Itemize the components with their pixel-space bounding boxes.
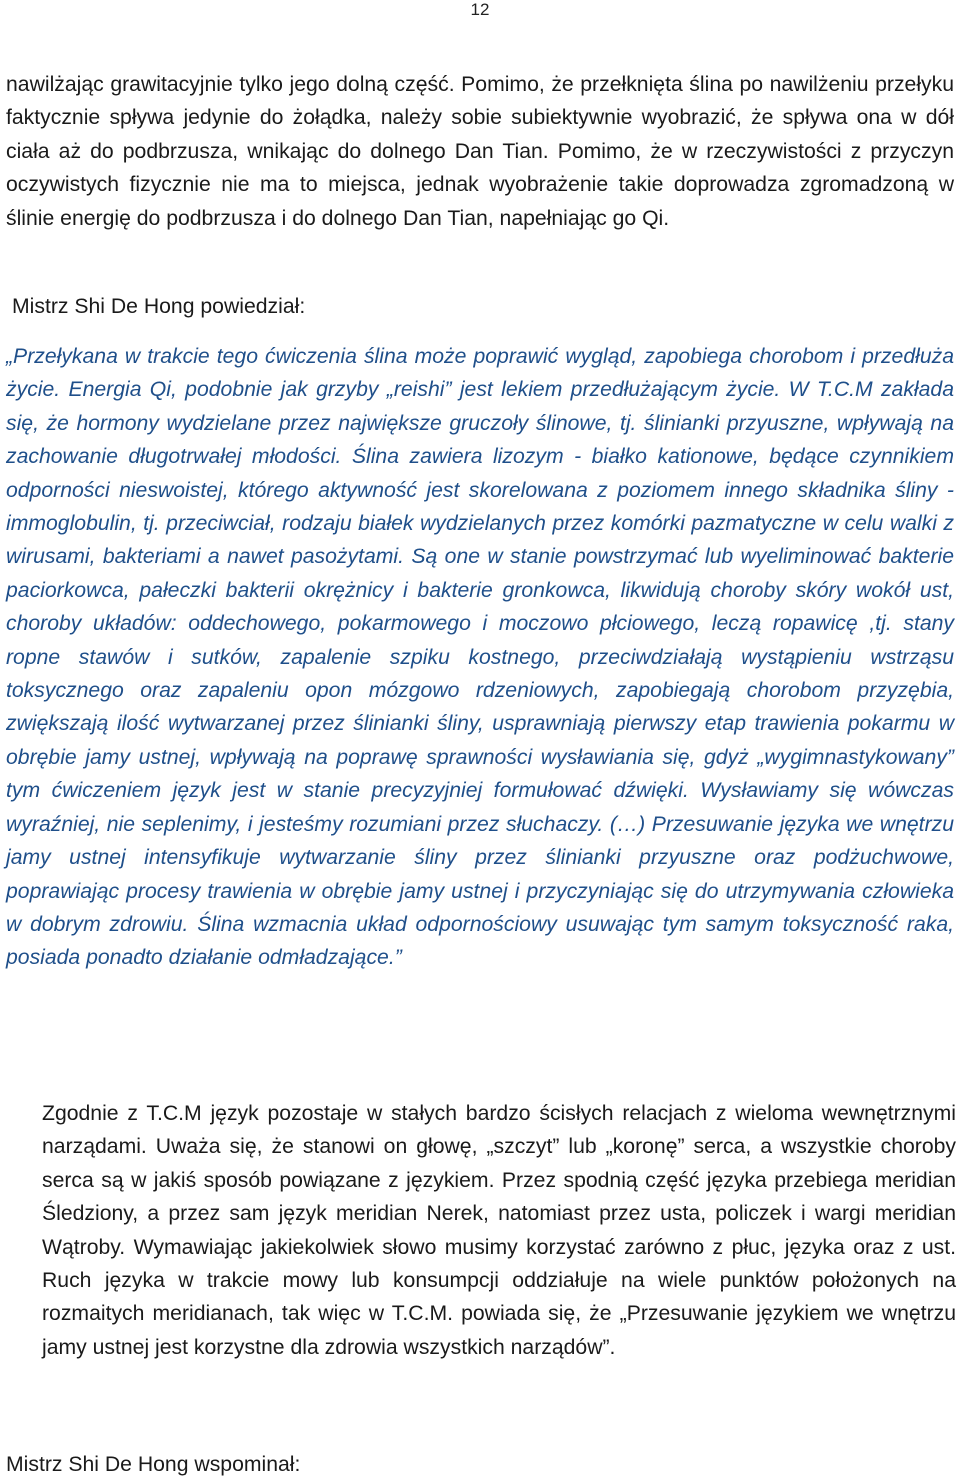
page-number: 12 — [470, 0, 490, 19]
speaker-intro-2: Mistrz Shi De Hong wspominał: — [6, 1453, 301, 1476]
speaker-intro: Mistrz Shi De Hong powiedział: — [12, 295, 306, 318]
quote-paragraph: „Przełykana w trakcie tego ćwiczenia ślina może poprawić wygląd, zapobiega chorobom i przedłuża życie. Energia Qi, podobnie jak grzyby „reishi” jest lekiem przedłużającym życie. W T.C.M zakłada się, że hormony wydzielane przez największe gruczoły ślinowe, tj. ślinianki przyuszne, wpływają na zachowanie długotrwałej młodości. Ślina zawiera lizozym - białko kationowe, będące czynnikiem odporności nieswoistej, którego aktywność jest skorelowana z poziomem innego składnika śliny - immoglobulin, tj. przeciwciał, rodzaju białek wydzielanych przez komórki pazmatyczne w celu walki z wirusami, bakteriami a nawet pasożytami. Są one w stanie powstrzymać lub wyeliminować bakterie paciorkowca, pałeczki bakterii okrężnicy i bakterie gronkowca, likwidują choroby skóry wokół ust, choroby układów: oddechowego, pokarmowego i moczowo płciowego, leczą ropawicę ,tj. stany ropne stawów i sutków, zapalenie szpiku kostnego, przeciwdziałają wystąpieniu wstrząsu toksycznego oraz zapaleniu opon mózgowo rdzeniowych, zapobiegają chorobom przyzębia, zwiększają ilość wytwarzanej przez ślinianki śliny, usprawniają pierwszy etap trawienia pokarmu w obrębie jamy ustnej, wpływają na poprawę sprawności wysławiania się, gdyż „wygimnastykowany” tym ćwiczeniem język jest w stanie precyzyjniej formułować dźwięki. Wysławiamy się wówczas wyraźniej, nie seplenimy, i jesteśmy rozumiani przez słuchaczy. (…) Przesuwanie języka we wnętrzu jamy ustnej intensyfikuje wytwarzanie śliny przez ślinianki przyuszne oraz podżuchwowe, poprawiając procesy trawienia w obrębie jamy ustnej i przyczyniając się do utrzymywania człowieka w dobrym zdrowiu. Ślina wzmacnia układ odpornościowy usuwając tym samym toksyczność raka, posiada ponadto działanie odmładzające.” — [6, 345, 954, 970]
body-paragraph-tcm: Zgodnie z T.C.M język pozostaje w stałych bardzo ścisłych relacjach z wieloma wewnętrznymi narządami. Uważa się, że stanowi on głowę, „szczyt” lub „koronę” serca, a wszystkie choroby serca są w jakiś sposób powiązane z językiem. Przez spodnią część języka przebiega meridian Śledziony, a przez sam język meridian Nerek, natomiast przez usta, policzek i wargi meridian Wątroby. Wymawiając jakiekolwiek słowo musimy korzystać zarówno z płuc, języka oraz z ust. Ruch języka w trakcie mowy lub konsumpcji oddziałuje na wiele punktów położonych na rozmaitych meridianach, tak więc w T.C.M. powiada się, że „Przesuwanie językiem we wnętrzu jamy ustnej jest korzystne dla zdrowia wszystkich narządów”. — [42, 1102, 956, 1359]
body-paragraph: nawilżając grawitacyjnie tylko jego dolną część. Pomimo, że przełknięta ślina po nawilżeniu przełyku faktycznie spływa jedynie do żołądka, należy sobie subiektywnie wyobrazić, że spływa ona w dół ciała aż do podbrzusza, wnikając do dolnego Dan Tian. Pomimo, że w rzeczywistości z przyczyn oczywistych fizycznie nie ma to miejsca, jednak wyobrażenie takie doprowadza zgromadzoną w ślinie energię do podbrzusza i do dolnego Dan Tian, napełniając go Qi. — [6, 73, 954, 230]
